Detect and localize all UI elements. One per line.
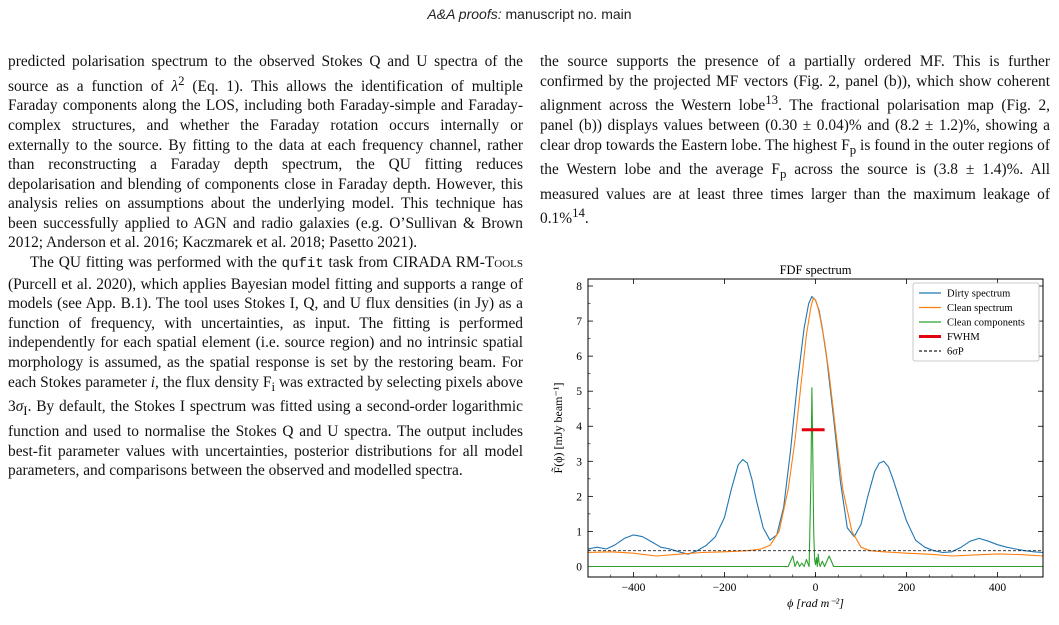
y-tick-label: 7 (576, 316, 582, 329)
subscript: p (779, 167, 787, 182)
text: (Eq. 1). This allows the identification of multiple Faraday components along the LOS, including both Faraday-simple and Faraday-complex structures, and whether the Faraday rotation occurs internally or externally to the source. By fitting to the data at each frequency channel, rather than reconstructing a Faraday depth spectrum, the QU fitting reduces depolarisation and blending of components close in Faraday depth. However, this analysis relies on assumptions about the underlying model. This technique has been successfully applied to AGN and radio galaxies (e.g. O’Sullivan & Brown 2012; Anderson et al. 2016; Kaczmarek et al. 2018; Pasetto 2021). (8, 77, 523, 252)
y-tick-label: 1 (576, 526, 582, 539)
text: The QU fitting was performed with the (30, 254, 282, 272)
y-tick-label: 5 (576, 386, 582, 399)
subscript: p (849, 142, 857, 157)
y-tick-label: 0 (576, 561, 582, 574)
footnote-ref-14: 14 (572, 206, 585, 221)
y-tick-label: 4 (576, 421, 582, 434)
fdf-spectrum-figure (548, 258, 1053, 620)
x-tick-label: 400 (988, 582, 1007, 594)
text: (Purcell et al. 2020), which applies Bayesian model fitting and supports a range of models (see App. B.1). The tool uses Stokes I, Q, and U flux densities (in Jy) as a function of frequency, with uncertainties, as input. The fitting is performed independently for each spatial element (i.e. source region) and no intrinsic spatial morphology is assumed, as the spatial response is set by the restoring beam. For each Stokes parameter (8, 275, 523, 391)
x-tick-label: 200 (897, 582, 916, 594)
code-qufit: qufit (281, 256, 324, 273)
y-tick-label: 2 (576, 491, 582, 504)
tools-smallcaps: Tools (484, 254, 524, 272)
paragraph-qufit (8, 253, 523, 481)
sigma-symbol: σ (15, 398, 24, 416)
text: the source supports the presence of a partially ordered MF. This is further confirmed by the projected MF vectors (Fig. 2, panel (b)), which show coherent alignment across the Western lobe (540, 53, 1050, 115)
text: . (584, 210, 589, 228)
legend-label: FWHM (947, 332, 980, 343)
text: task from CIRADA RM- (323, 254, 485, 272)
exponent: 2 (178, 73, 185, 88)
y-tick-label: 3 (576, 456, 582, 469)
x-tick-label: −200 (712, 582, 737, 594)
text: , the flux density F (155, 373, 272, 391)
text: predicted polarisation spectrum to the observed Stokes Q and U spectra of the source as a function of (8, 53, 523, 95)
text: was extracted by selecting pixels above 3 (8, 373, 523, 416)
legend-label: Clean spectrum (947, 303, 1013, 314)
text: . By default, the Stokes I spectrum was fitted using a second-order logarithmic function and used to normalise the Stokes Q and U spectra. The output includes best-fit parameter values with uncertainties, posterior distributions for all model parameters, and comparisons between the observed and modelled spectra. (8, 398, 523, 480)
text: is found in the outer regions of the Western lobe and the average F (540, 136, 1050, 179)
footnote-ref-13: 13 (765, 93, 779, 108)
legend-label: 6σP (947, 346, 964, 358)
subscript: I (23, 404, 28, 419)
x-tick-label: −400 (621, 582, 646, 594)
running-header (0, 6, 1059, 22)
y-axis-label: F̃(ϕ) [mJy beam⁻¹] (551, 382, 565, 474)
legend-label: Clean components (947, 317, 1025, 329)
text: . The fractional polarisation map (Fig. 2, panel (b)) displays values between (0.30 ± 0.04)% and (8.2 ± 1.2)%, showing a clear drop towards the Eastern lobe. The highest F (540, 97, 1050, 154)
left-column (8, 52, 523, 481)
y-tick-label: 8 (576, 281, 582, 294)
x-tick-label: 0 (812, 582, 819, 594)
fdf-spectrum-chart (548, 258, 1053, 620)
legend-label: Dirty spectrum (947, 288, 1011, 300)
manuscript-label: manuscript no. main (501, 6, 632, 22)
journal-name: A&A proofs: (427, 6, 502, 22)
text: across the source is (3.8 ± 1.4)%. All measured values are at least three times larger than the maximum leakage of 0.1% (540, 161, 1051, 228)
paragraph-polarisation (540, 52, 1050, 229)
paragraph-qu-fitting-intro (8, 52, 523, 253)
y-tick-label: 6 (576, 351, 582, 364)
chart-title: FDF spectrum (779, 263, 852, 277)
lambda-symbol: λ (171, 77, 179, 95)
subscript: i (271, 379, 276, 394)
right-column (540, 52, 1050, 229)
italic-i: i (150, 373, 156, 391)
x-axis-label: ϕ [rad m⁻²] (787, 596, 844, 610)
